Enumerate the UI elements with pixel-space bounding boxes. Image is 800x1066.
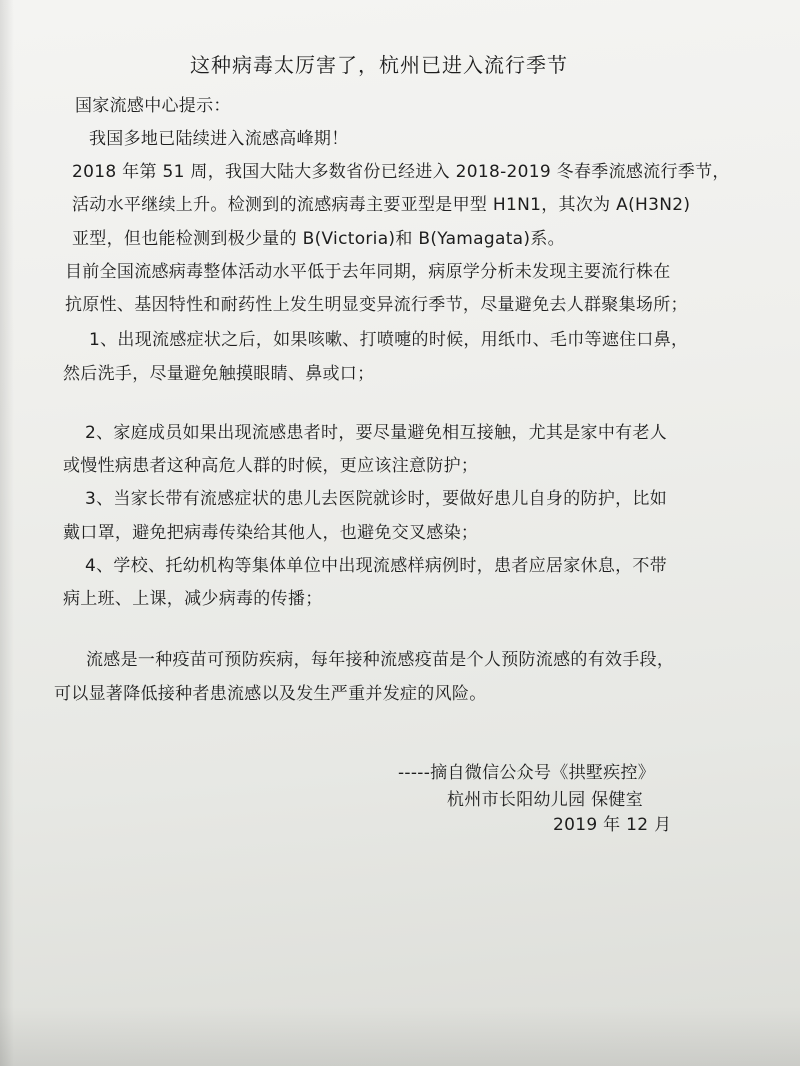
source-credit: -----摘自微信公众号《拱墅疾控》 xyxy=(398,763,656,783)
item4-line1: 4、学校、托幼机构等集体单位中出现流感样病例时，患者应居家休息，不带 xyxy=(85,556,668,576)
para2-line1: 目前全国流感病毒整体活动水平低于去年同期，病原学分析未发现主要流行株在 xyxy=(65,262,671,282)
item1-line2: 然后洗手，尽量避免触摸眼睛、鼻或口； xyxy=(63,364,375,384)
para1-line2: 活动水平继续上升。检测到的流感病毒主要亚型是甲型 H1N1，其次为 A(H3N2) xyxy=(72,195,691,215)
item3-line1: 3、当家长带有流感症状的患儿去医院就诊时，要做好患儿自身的防护，比如 xyxy=(85,489,668,509)
item4-line2: 病上班、上课，减少病毒的传播； xyxy=(63,589,323,609)
para1-line1: 2018 年第 51 周，我国大陆大多数省份已经进入 2018-2019 冬春季流感流行季节， xyxy=(72,162,730,182)
document-title: 这种病毒太厉害了，杭州已进入流行季节 xyxy=(190,53,568,77)
para2-line2: 抗原性、基因特性和耐药性上发生明显变异流行季节，尽量避免去人群聚集场所； xyxy=(65,295,688,315)
closing-line1: 流感是一种疫苗可预防疾病，每年接种流感疫苗是个人预防流感的有效手段， xyxy=(86,650,675,670)
document-date: 2019 年 12 月 xyxy=(553,815,672,835)
item2-line1: 2、家庭成员如果出现流感患者时，要尽量避免相互接触，尤其是家中有老人 xyxy=(85,423,668,443)
closing-line2: 可以显著降低接种者患流感以及发生严重并发症的风险。 xyxy=(54,684,487,704)
organization-signature: 杭州市长阳幼儿园 保健室 xyxy=(447,790,644,810)
paper-shadow-left xyxy=(0,0,14,1066)
para1-line3: 亚型，但也能检测到极少量的 B(Victoria)和 B(Yamagata)系。 xyxy=(72,229,565,249)
item1-line1: 1、出现流感症状之后，如果咳嗽、打喷嚏的时候，用纸巾、毛巾等遮住口鼻， xyxy=(89,330,689,350)
item3-line2: 戴口罩，避免把病毒传染给其他人，也避免交叉感染； xyxy=(63,523,479,543)
notice-alert: 我国多地已陆续进入流感高峰期！ xyxy=(89,129,349,149)
item2-line2: 或慢性病患者这种高危人群的时候，更应该注意防护； xyxy=(63,456,479,476)
notice-heading: 国家流感中心提示： xyxy=(75,96,231,116)
paper-shadow-bottom xyxy=(0,1006,800,1066)
